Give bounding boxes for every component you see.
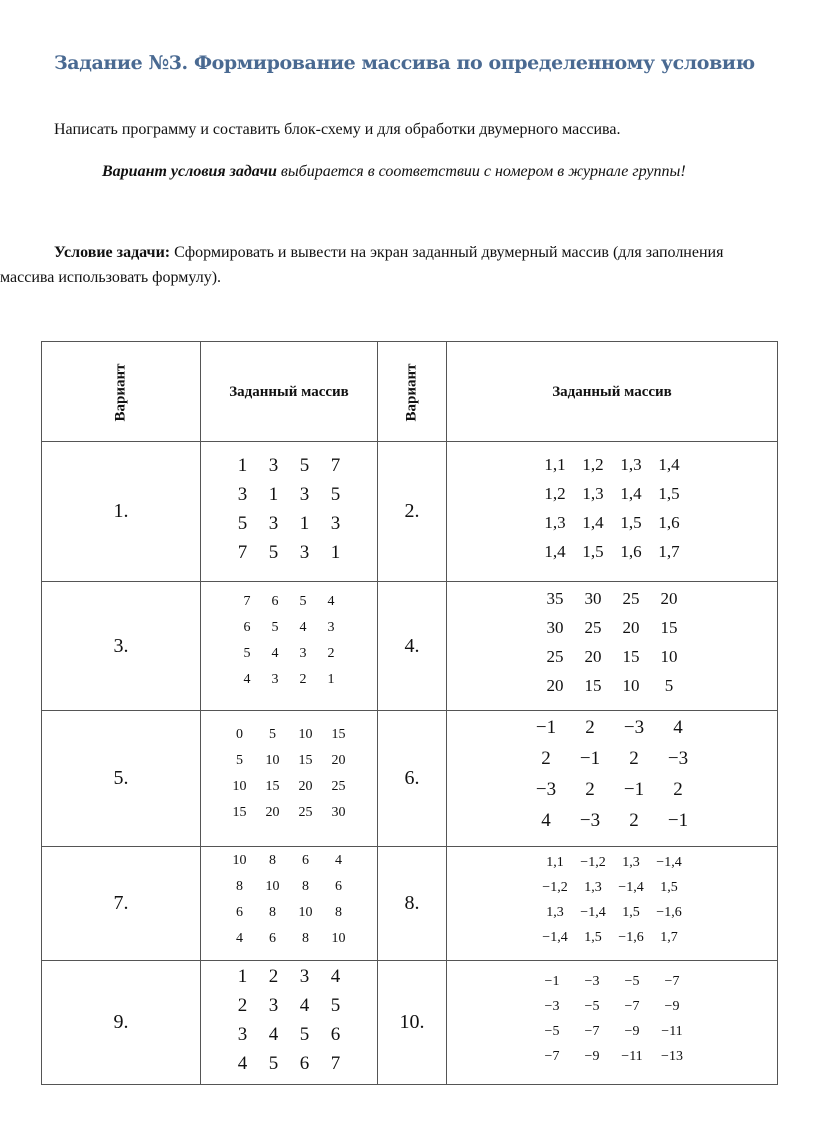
matrix-value: 2	[299, 672, 307, 687]
matrix-row	[227, 542, 351, 571]
matrix-value: −1,2	[580, 854, 606, 870]
matrix-value: −5	[624, 973, 640, 989]
matrix-value: 5	[268, 1052, 279, 1074]
matrix-row	[227, 1024, 351, 1053]
header-array-label: Заданный массив	[229, 383, 349, 400]
matrix-cell	[201, 442, 378, 582]
matrix-cell	[201, 961, 378, 1085]
matrix-value: 5	[664, 676, 674, 695]
header-array-right	[447, 342, 778, 442]
matrix-row	[227, 995, 351, 1024]
matrix-value: 2	[327, 646, 335, 661]
matrix-value: 1,2	[544, 483, 566, 503]
matrix-value: 3	[330, 512, 341, 534]
matrix-value: 6	[236, 904, 243, 920]
matrix-value: 10	[232, 852, 247, 868]
matrix-value: 5	[330, 994, 341, 1016]
matrix-value: −1,4	[580, 904, 606, 920]
matrix	[201, 851, 377, 957]
matrix-value: −3	[579, 809, 601, 831]
matrix-row	[233, 646, 345, 672]
matrix-value: 8	[335, 904, 342, 920]
table-row	[42, 582, 778, 711]
matrix-value: 6	[243, 620, 251, 635]
matrix-row	[532, 1024, 692, 1049]
matrix-value: 10	[232, 778, 247, 794]
matrix-value: 0	[236, 726, 243, 742]
matrix-value: 1,7	[660, 929, 678, 945]
matrix	[447, 853, 777, 955]
matrix-row	[524, 748, 700, 779]
matrix-value: 10	[622, 676, 640, 695]
variant-number: 1.	[113, 500, 129, 522]
page-title: Задание №3. Формирование массива по определенному условию	[54, 52, 755, 74]
matrix-value: 15	[298, 752, 313, 768]
variant-note	[102, 163, 686, 181]
matrix-value: 15	[265, 778, 280, 794]
matrix-value: 5	[269, 726, 276, 742]
variant-number-cell	[378, 711, 447, 847]
matrix-value: 4	[268, 1023, 279, 1045]
matrix-value: 4	[541, 809, 551, 831]
matrix-value: 25	[298, 804, 313, 820]
matrix-row	[223, 753, 355, 779]
matrix-row	[536, 647, 688, 676]
header-variant-right	[378, 342, 447, 442]
matrix	[447, 972, 777, 1074]
matrix-value: 15	[584, 676, 602, 695]
matrix-value: 5	[236, 752, 243, 768]
condition-text-2: массива использовать формулу).	[0, 269, 222, 286]
condition-text-1: Сформировать и вывести на экран заданный двумерный массив (для заполнения	[170, 244, 724, 261]
matrix-value: 6	[335, 878, 342, 894]
matrix-row	[536, 905, 688, 930]
matrix-value: 1,5	[584, 929, 602, 945]
matrix-value: −3	[535, 778, 557, 800]
matrix-value: 25	[331, 778, 346, 794]
matrix-value: −7	[664, 973, 680, 989]
matrix	[447, 587, 777, 705]
variant-number-cell	[378, 961, 447, 1085]
matrix-cell	[201, 711, 378, 847]
matrix-value: −3	[584, 973, 600, 989]
matrix-value: 1	[237, 965, 248, 987]
matrix-value: 10	[331, 930, 346, 946]
matrix-value: 2	[629, 747, 639, 769]
matrix-value: 1,3	[584, 879, 602, 895]
matrix-value: 3	[299, 965, 310, 987]
matrix-value: 4	[327, 594, 335, 609]
matrix-value: 10	[298, 904, 313, 920]
variants-table	[41, 341, 778, 1085]
matrix-row	[536, 855, 688, 880]
matrix-row	[524, 717, 700, 748]
matrix-row	[223, 727, 355, 753]
matrix-value: 6	[330, 1023, 341, 1045]
matrix-value: −1,4	[542, 929, 568, 945]
matrix-value: −1,6	[656, 904, 682, 920]
matrix-value: −1,6	[618, 929, 644, 945]
matrix-value: 5	[268, 541, 279, 563]
matrix-value: −3	[623, 716, 645, 738]
matrix-row	[233, 594, 345, 620]
matrix-value: −11	[661, 1023, 683, 1039]
matrix-value: 2	[673, 778, 683, 800]
matrix-value: 2	[268, 965, 279, 987]
matrix-value: 1,7	[658, 541, 680, 561]
table-body	[42, 442, 778, 1085]
matrix-value: 30	[584, 589, 602, 608]
matrix-value: 20	[331, 752, 346, 768]
matrix-value: 1,3	[582, 483, 604, 503]
matrix-value: 10	[298, 726, 313, 742]
matrix-value: 1,4	[620, 483, 642, 503]
matrix-value: 5	[271, 620, 279, 635]
matrix-value: 6	[271, 594, 279, 609]
matrix-value: 1,4	[544, 541, 566, 561]
header-array-left	[201, 342, 378, 442]
matrix-value: 15	[331, 726, 346, 742]
matrix-row	[536, 455, 688, 484]
matrix-value: 4	[299, 994, 310, 1016]
matrix-value: 2	[629, 809, 639, 831]
matrix-value: 4	[236, 930, 243, 946]
variant-note-rest: выбирается в соответствии с номером в журнале группы!	[276, 163, 686, 180]
matrix-row	[536, 880, 688, 905]
variant-number: 2.	[404, 500, 420, 522]
matrix-value: −1	[623, 778, 645, 800]
matrix-value: 20	[265, 804, 280, 820]
matrix-value: 15	[232, 804, 247, 820]
matrix-value: 1,5	[660, 879, 678, 895]
matrix-value: 15	[622, 647, 640, 666]
variant-number: 10.	[399, 1011, 425, 1033]
table-row	[42, 711, 778, 847]
matrix-value: 3	[271, 672, 279, 687]
matrix-value: 4	[673, 716, 683, 738]
matrix-value: 20	[584, 647, 602, 666]
matrix-value: 1,3	[544, 512, 566, 532]
matrix-cell	[447, 442, 778, 582]
matrix-value: −9	[664, 998, 680, 1014]
matrix-row	[524, 779, 700, 810]
matrix-value: 5	[299, 454, 310, 476]
matrix-value: 4	[237, 1052, 248, 1074]
matrix-row	[524, 810, 700, 841]
matrix-value: 1,3	[546, 904, 564, 920]
matrix-value: 1,3	[622, 854, 640, 870]
matrix-value: 1,4	[658, 454, 680, 474]
matrix-row	[227, 1053, 351, 1082]
matrix-value: 25	[546, 647, 564, 666]
variant-number: 9.	[113, 1011, 129, 1033]
variant-number-cell	[42, 961, 201, 1085]
matrix-value: 30	[546, 618, 564, 637]
matrix-value: 7	[330, 1052, 341, 1074]
matrix-value: 8	[236, 878, 243, 894]
matrix-value: −11	[621, 1048, 643, 1064]
matrix-row	[536, 618, 688, 647]
header-variant-label: Вариант	[112, 362, 129, 422]
matrix-row	[536, 930, 688, 955]
matrix-value: 5	[299, 1023, 310, 1045]
matrix-value: 30	[331, 804, 346, 820]
matrix	[447, 717, 777, 841]
matrix-value: 4	[243, 672, 251, 687]
matrix-value: −5	[584, 998, 600, 1014]
task-condition	[0, 240, 816, 290]
matrix-value: −1,4	[618, 879, 644, 895]
matrix-row	[223, 779, 355, 805]
variant-number: 8.	[404, 892, 420, 914]
matrix-value: −5	[544, 1023, 560, 1039]
matrix-value: 2	[585, 778, 595, 800]
matrix-value: 3	[299, 541, 310, 563]
matrix-value: 5	[243, 646, 251, 661]
matrix-row	[532, 999, 692, 1024]
matrix-row	[223, 879, 355, 905]
matrix-value: 7	[330, 454, 341, 476]
matrix-value: 1	[330, 541, 341, 563]
matrix-row	[223, 931, 355, 957]
variant-note-bold: Вариант условия задачи	[102, 163, 277, 180]
table-row	[42, 442, 778, 582]
matrix-row	[536, 513, 688, 542]
matrix-value: 2	[541, 747, 551, 769]
header-array-label: Заданный массив	[552, 383, 672, 400]
matrix-value: −1	[579, 747, 601, 769]
matrix-value: 7	[237, 541, 248, 563]
task-intro: Написать программу и составить блок-схему и для обработки двумерного массива.	[54, 121, 621, 138]
matrix-value: 3	[299, 646, 307, 661]
matrix-value: 20	[660, 589, 678, 608]
header-variant-label: Вариант	[403, 362, 420, 422]
variant-number-cell	[378, 847, 447, 961]
matrix-row	[223, 853, 355, 879]
matrix-value: 6	[299, 1052, 310, 1074]
matrix-row	[532, 1049, 692, 1074]
matrix-value: 1,1	[544, 454, 566, 474]
matrix-row	[227, 513, 351, 542]
matrix	[201, 453, 377, 571]
matrix-value: 1,3	[620, 454, 642, 474]
matrix-value: 1,2	[582, 454, 604, 474]
table-row	[42, 847, 778, 961]
matrix-value: −1,2	[542, 879, 568, 895]
matrix-value: −13	[661, 1048, 683, 1064]
matrix-value: 10	[265, 878, 280, 894]
matrix-row	[536, 542, 688, 571]
matrix-value: 8	[302, 878, 309, 894]
condition-line-1	[0, 240, 816, 265]
matrix-value: 35	[546, 589, 564, 608]
matrix-value: 1,5	[658, 483, 680, 503]
matrix-value: 3	[268, 994, 279, 1016]
matrix-row	[233, 672, 345, 698]
matrix-value: 10	[265, 752, 280, 768]
matrix-cell	[201, 582, 378, 711]
matrix-value: 4	[335, 852, 342, 868]
matrix-value: 1,1	[546, 854, 564, 870]
variant-number: 4.	[404, 634, 420, 657]
variant-number-cell	[378, 582, 447, 711]
condition-label: Условие задачи:	[54, 244, 171, 261]
matrix-value: −9	[584, 1048, 600, 1064]
matrix-row	[227, 455, 351, 484]
table-row	[42, 961, 778, 1085]
matrix-value: 4	[330, 965, 341, 987]
matrix-row	[223, 805, 355, 831]
matrix-row	[532, 974, 692, 999]
matrix-value: 8	[269, 904, 276, 920]
variant-number-cell	[42, 711, 201, 847]
matrix-value: −1	[535, 716, 557, 738]
matrix-value: 2	[585, 716, 595, 738]
matrix-value: 3	[268, 512, 279, 534]
matrix-value: 8	[269, 852, 276, 868]
header-variant-left	[42, 342, 201, 442]
matrix-value: 3	[327, 620, 335, 635]
matrix-value: 3	[237, 483, 248, 505]
matrix-value: 25	[584, 618, 602, 637]
matrix-value: 10	[660, 647, 678, 666]
matrix-value: 1,5	[622, 904, 640, 920]
matrix-value: 20	[622, 618, 640, 637]
matrix-value: 6	[269, 930, 276, 946]
matrix-value: 1	[327, 672, 335, 687]
matrix-value: 6	[302, 852, 309, 868]
matrix	[201, 964, 377, 1082]
matrix-value: 5	[330, 483, 341, 505]
matrix-value: 4	[299, 620, 307, 635]
matrix-value: −1	[544, 973, 560, 989]
matrix-value: 1,6	[620, 541, 642, 561]
matrix-value: 4	[271, 646, 279, 661]
matrix-value: −9	[624, 1023, 640, 1039]
matrix-row	[227, 966, 351, 995]
variant-number-cell	[42, 442, 201, 582]
matrix-value: 1	[237, 454, 248, 476]
matrix-value: −7	[544, 1048, 560, 1064]
matrix-value: 1	[299, 512, 310, 534]
matrix-value: 3	[237, 1023, 248, 1045]
matrix-cell	[447, 961, 778, 1085]
matrix-value: −7	[584, 1023, 600, 1039]
matrix-row	[536, 484, 688, 513]
matrix-cell	[201, 847, 378, 961]
matrix-value: 1,6	[658, 512, 680, 532]
variant-number: 7.	[113, 892, 129, 914]
matrix-value: 1,5	[582, 541, 604, 561]
matrix-value: −3	[544, 998, 560, 1014]
variant-number-cell	[42, 582, 201, 711]
matrix-value: 1	[268, 483, 279, 505]
matrix-value: 20	[298, 778, 313, 794]
table-header-row	[42, 342, 778, 442]
matrix-value: −7	[624, 998, 640, 1014]
matrix	[447, 453, 777, 571]
matrix-value: 2	[237, 994, 248, 1016]
matrix-value: 1,5	[620, 512, 642, 532]
matrix-value: 3	[268, 454, 279, 476]
matrix-value: 20	[546, 676, 564, 695]
matrix-value: 3	[299, 483, 310, 505]
matrix-row	[227, 484, 351, 513]
matrix-value: 1,4	[582, 512, 604, 532]
matrix-cell	[447, 711, 778, 847]
matrix-row	[536, 589, 688, 618]
matrix-value: −1	[667, 809, 689, 831]
matrix-cell	[447, 847, 778, 961]
matrix-value: 7	[243, 594, 251, 609]
matrix-value: 15	[660, 618, 678, 637]
matrix-row	[223, 905, 355, 931]
matrix-value: 5	[237, 512, 248, 534]
matrix-value: 5	[299, 594, 307, 609]
matrix-cell	[447, 582, 778, 711]
matrix-value: −1,4	[656, 854, 682, 870]
variant-number-cell	[378, 442, 447, 582]
variant-number: 3.	[113, 634, 129, 657]
matrix-row	[233, 620, 345, 646]
matrix-value: 25	[622, 589, 640, 608]
matrix	[201, 594, 377, 698]
variant-number-cell	[42, 847, 201, 961]
matrix-value: 8	[302, 930, 309, 946]
matrix	[201, 727, 377, 831]
variant-number: 6.	[404, 767, 420, 789]
variant-number: 5.	[113, 767, 129, 789]
matrix-row	[536, 676, 688, 705]
matrix-value: −3	[667, 747, 689, 769]
